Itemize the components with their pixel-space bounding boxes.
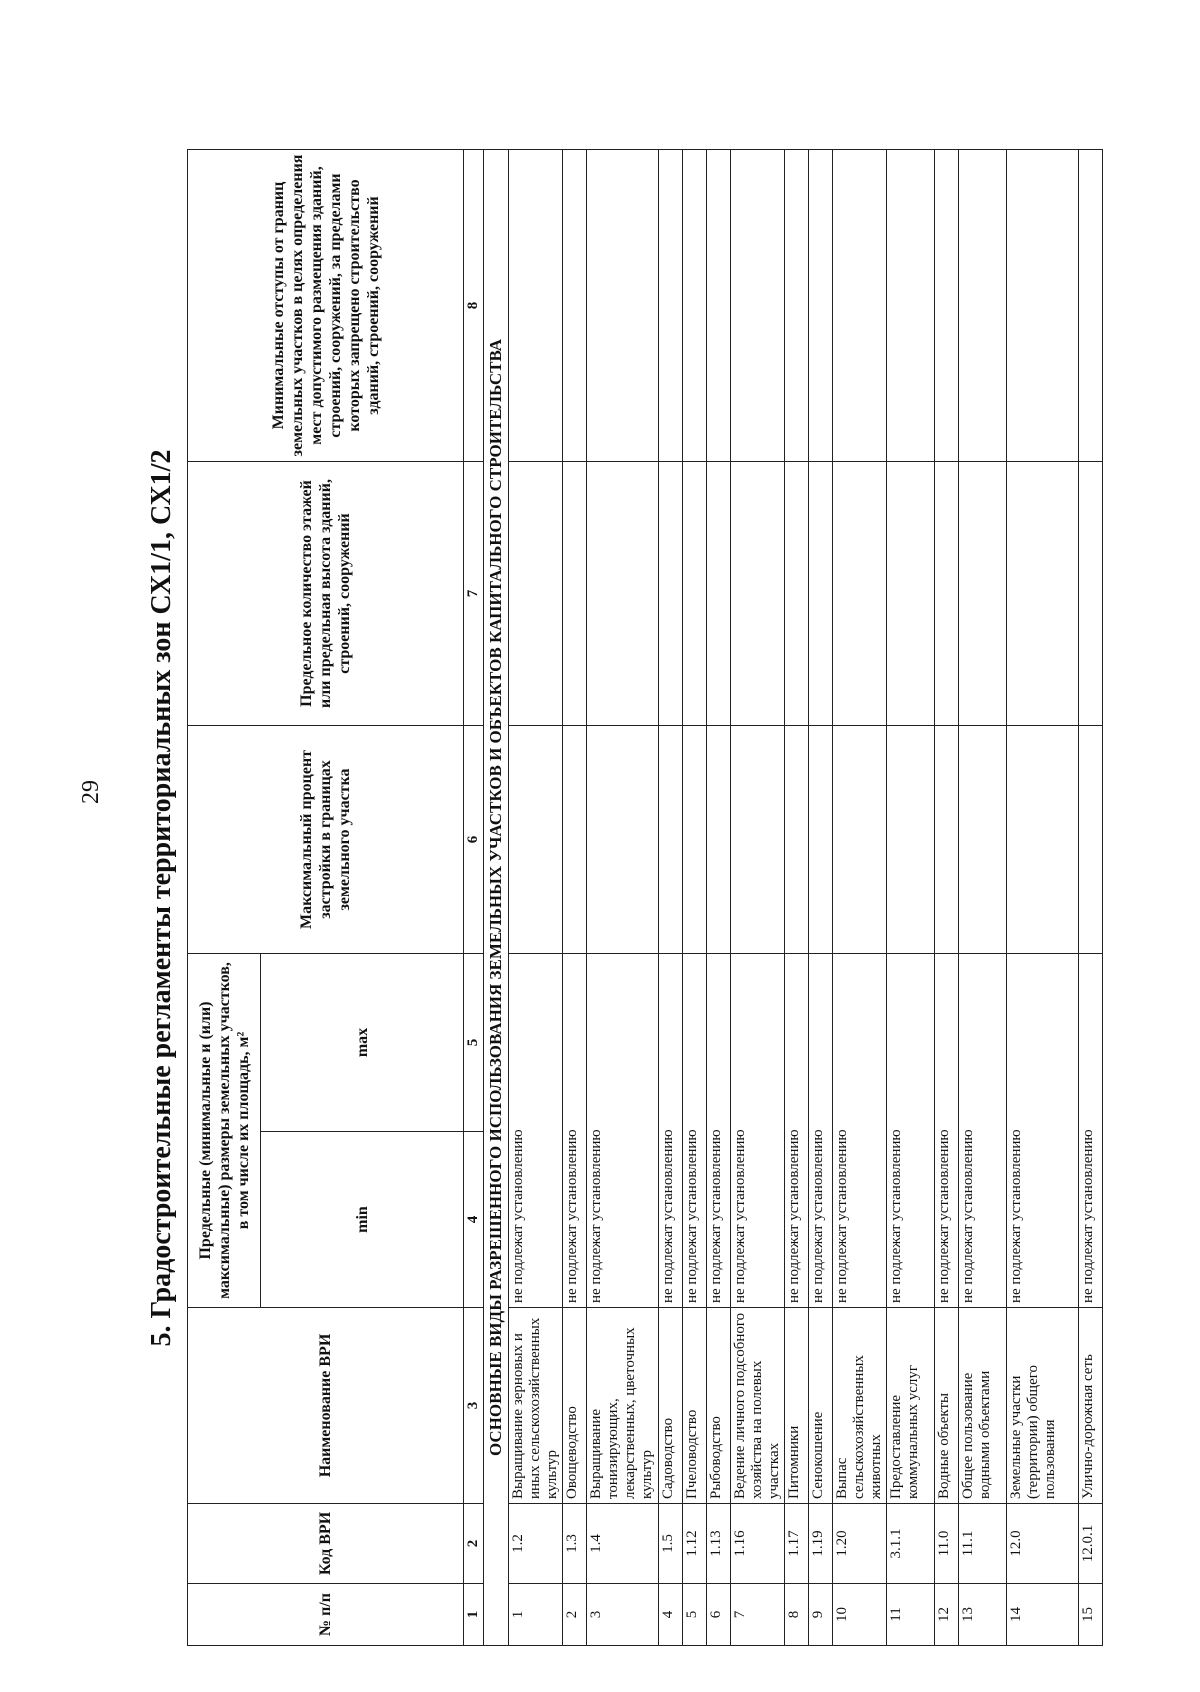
row-name: Общее пользование водными объектами xyxy=(959,1308,1007,1504)
row-empty-cell xyxy=(509,461,563,725)
row-number: 6 xyxy=(707,1584,731,1646)
row-number: 9 xyxy=(809,1584,833,1646)
row-empty-cell xyxy=(785,461,809,725)
row-size-limits: не подлежат установлению xyxy=(887,953,935,1307)
row-name: Водные объекты xyxy=(935,1308,959,1504)
row-number: 8 xyxy=(785,1584,809,1646)
row-empty-cell xyxy=(1007,149,1079,461)
header-setbacks: Минимальные отступы от границ земельных участков в целях определения мест допустимого размещения зданий, строений, сооружений, за пределами которых запрещено строительство зданий, строений, сооружений xyxy=(188,149,464,461)
row-size-limits: не подлежат установлению xyxy=(833,953,887,1307)
header-floors: Предельное количество этажей или предельная высота зданий, строений, сооружений xyxy=(188,461,464,725)
row-size-limits: не подлежат установлению xyxy=(509,953,563,1307)
row-name: Земельные участки (территории) общего пользования xyxy=(1007,1308,1079,1504)
row-empty-cell xyxy=(887,461,935,725)
row-empty-cell xyxy=(785,149,809,461)
header-plot-size xyxy=(188,953,261,1307)
row-empty-cell xyxy=(707,725,731,953)
row-empty-cell xyxy=(683,725,707,953)
row-code: 1.12 xyxy=(683,1504,707,1584)
table-row xyxy=(785,149,809,1645)
row-code: 12.0 xyxy=(1007,1504,1079,1584)
row-size-limits: не подлежат установлению xyxy=(587,953,659,1307)
section-title: ОСНОВНЫЕ ВИДЫ РАЗРЕШЕННОГО ИСПОЛЬЗОВАНИЯ ЗЕМЕЛЬНЫХ УЧАСТКОВ И ОБЪЕКТОВ КАПИТАЛЬНОГО СТРОИТЕЛЬСТВА xyxy=(484,149,509,1645)
row-number: 10 xyxy=(833,1584,887,1646)
table-row xyxy=(1079,149,1103,1645)
row-empty-cell xyxy=(563,149,587,461)
row-size-limits: не подлежат установлению xyxy=(731,953,785,1307)
header-max-build-percent: Максимальный процент застройки в границах земельного участка xyxy=(188,725,464,953)
row-empty-cell xyxy=(707,461,731,725)
colnum: 6 xyxy=(464,725,484,953)
table-row xyxy=(833,149,887,1645)
row-name: Пчеловодство xyxy=(683,1308,707,1504)
row-empty-cell xyxy=(563,725,587,953)
row-empty-cell xyxy=(935,725,959,953)
row-size-limits: не подлежат установлению xyxy=(959,953,1007,1307)
colnum: 5 xyxy=(464,953,484,1131)
row-name: Питомники xyxy=(785,1308,809,1504)
row-size-limits: не подлежат установлению xyxy=(1079,953,1103,1307)
header-max: max xyxy=(261,953,464,1131)
row-code: 1.20 xyxy=(833,1504,887,1584)
row-empty-cell xyxy=(809,461,833,725)
header-name: Наименование ВРИ xyxy=(188,1308,464,1504)
row-code: 11.0 xyxy=(935,1504,959,1584)
row-empty-cell xyxy=(1007,725,1079,953)
row-code: 11.1 xyxy=(959,1504,1007,1584)
row-empty-cell xyxy=(707,149,731,461)
row-name: Выращивание зерновых и иных сельскохозяйственных культур xyxy=(509,1308,563,1504)
row-name: Садоводство xyxy=(659,1308,683,1504)
row-size-limits: не подлежат установлению xyxy=(785,953,809,1307)
row-number: 13 xyxy=(959,1584,1007,1646)
row-code: 1.5 xyxy=(659,1504,683,1584)
row-size-limits: не подлежат установлению xyxy=(935,953,959,1307)
regulations-table xyxy=(187,149,1103,1646)
row-empty-cell xyxy=(659,725,683,953)
section-row xyxy=(484,149,509,1645)
row-number: 1 xyxy=(509,1584,563,1646)
colnum: 1 xyxy=(464,1584,484,1646)
document-title: 5. Градостроительные регламенты территориальных зон СХ1/1, СХ1/2 xyxy=(146,449,177,1347)
table-row xyxy=(587,149,659,1645)
row-code: 1.17 xyxy=(785,1504,809,1584)
table-row xyxy=(659,149,683,1645)
table-row xyxy=(809,149,833,1645)
row-name: Ведение личного подсобного хозяйства на полевых участках xyxy=(731,1308,785,1504)
row-size-limits: не подлежат установлению xyxy=(809,953,833,1307)
row-empty-cell xyxy=(959,461,1007,725)
row-empty-cell xyxy=(959,725,1007,953)
row-empty-cell xyxy=(659,461,683,725)
colnum: 3 xyxy=(464,1308,484,1504)
table-row xyxy=(959,149,1007,1645)
row-empty-cell xyxy=(785,725,809,953)
header-plot-size-text: Предельные (минимальные и (или) максимальные) размеры земельных участков, в том числе их площадь, м² xyxy=(196,962,252,1299)
row-name: Выпас сельскохозяйственных животных xyxy=(833,1308,887,1504)
row-size-limits: не подлежат установлению xyxy=(683,953,707,1307)
row-empty-cell xyxy=(731,149,785,461)
table-row xyxy=(683,149,707,1645)
row-empty-cell xyxy=(1007,461,1079,725)
row-number: 2 xyxy=(563,1584,587,1646)
row-number: 12 xyxy=(935,1584,959,1646)
row-number: 7 xyxy=(731,1584,785,1646)
header-number: № п/п xyxy=(188,1584,464,1646)
row-empty-cell xyxy=(731,725,785,953)
row-empty-cell xyxy=(683,461,707,725)
rotated-page-content xyxy=(145,150,1096,1646)
row-code: 1.3 xyxy=(563,1504,587,1584)
header-code: Код ВРИ xyxy=(188,1504,464,1584)
row-code: 1.4 xyxy=(587,1504,659,1584)
row-empty-cell xyxy=(887,725,935,953)
table-row xyxy=(731,149,785,1645)
row-empty-cell xyxy=(809,149,833,461)
row-empty-cell xyxy=(563,461,587,725)
row-empty-cell xyxy=(1079,725,1103,953)
row-name: Улично-дорожная сеть xyxy=(1079,1308,1103,1504)
row-empty-cell xyxy=(587,149,659,461)
row-name: Предоставление коммунальных услуг xyxy=(887,1308,935,1504)
row-size-limits: не подлежат установлению xyxy=(563,953,587,1307)
table-row xyxy=(509,149,563,1645)
table-row xyxy=(563,149,587,1645)
table-row xyxy=(935,149,959,1645)
colnum: 4 xyxy=(464,1132,484,1308)
row-empty-cell xyxy=(509,149,563,461)
row-empty-cell xyxy=(659,149,683,461)
row-size-limits: не подлежат установлению xyxy=(659,953,683,1307)
row-number: 11 xyxy=(887,1584,935,1646)
row-empty-cell xyxy=(587,461,659,725)
row-empty-cell xyxy=(833,725,887,953)
row-name: Рыбоводство xyxy=(707,1308,731,1504)
row-empty-cell xyxy=(509,725,563,953)
row-code: 12.0.1 xyxy=(1079,1504,1103,1584)
row-empty-cell xyxy=(587,725,659,953)
row-empty-cell xyxy=(887,149,935,461)
row-number: 4 xyxy=(659,1584,683,1646)
row-empty-cell xyxy=(1079,149,1103,461)
row-code: 1.13 xyxy=(707,1504,731,1584)
row-number: 3 xyxy=(587,1584,659,1646)
row-empty-cell xyxy=(935,149,959,461)
table-row xyxy=(707,149,731,1645)
row-number: 5 xyxy=(683,1584,707,1646)
row-size-limits: не подлежат установлению xyxy=(707,953,731,1307)
row-empty-cell xyxy=(809,725,833,953)
row-empty-cell xyxy=(959,149,1007,461)
row-code: 1.2 xyxy=(509,1504,563,1584)
row-empty-cell xyxy=(731,461,785,725)
table-row xyxy=(1007,149,1079,1645)
row-code: 1.16 xyxy=(731,1504,785,1584)
colnum: 2 xyxy=(464,1504,484,1584)
row-size-limits: не подлежат установлению xyxy=(1007,953,1079,1307)
row-empty-cell xyxy=(1079,461,1103,725)
row-number: 14 xyxy=(1007,1584,1079,1646)
colnum: 7 xyxy=(464,461,484,725)
table-row xyxy=(887,149,935,1645)
row-empty-cell xyxy=(833,149,887,461)
row-code: 3.1.1 xyxy=(887,1504,935,1584)
row-name: Выращивание тонизирующих, лекарственных, цветочных культур xyxy=(587,1308,659,1504)
header-min: min xyxy=(261,1132,464,1308)
row-number: 15 xyxy=(1079,1584,1103,1646)
row-empty-cell xyxy=(935,461,959,725)
row-name: Овощеводство xyxy=(563,1308,587,1504)
page-number: 29 xyxy=(78,780,104,804)
row-name: Сенокошение xyxy=(809,1308,833,1504)
colnum: 8 xyxy=(464,149,484,461)
row-empty-cell xyxy=(683,149,707,461)
column-numbers-row xyxy=(464,149,484,1645)
row-empty-cell xyxy=(833,461,887,725)
row-code: 1.19 xyxy=(809,1504,833,1584)
